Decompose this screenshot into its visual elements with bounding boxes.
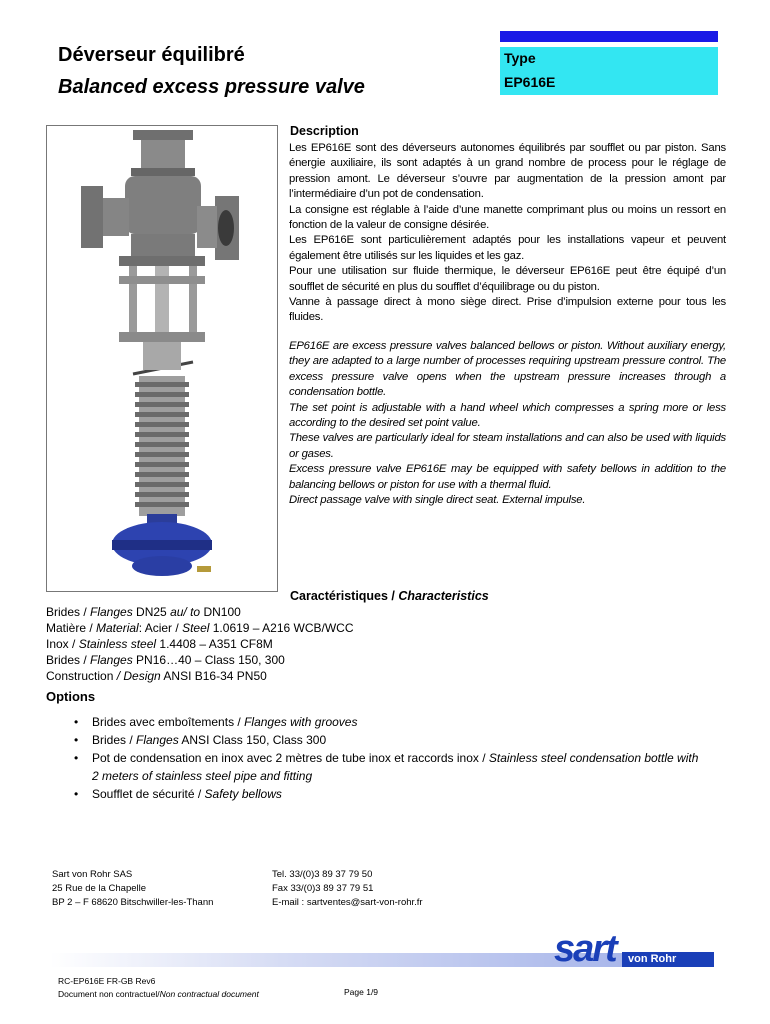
address-line: Sart von Rohr SAS [52,869,133,880]
option-item: • Soufflet de sécurité / Safety bellows [66,785,706,803]
company-logo: sart [554,928,616,970]
doc-disclaimer: Document non contractuel/Non contractual document [58,989,259,999]
type-accent-bar [500,31,718,42]
option-item: • Pot de condensation en inox avec 2 mètres de tube inox et raccords inox / Stainless steel condensation bottle with 2 meters of stainless steel pipe and fitting [66,749,706,785]
doc-ref-code: RC-EP616E FR-GB Rev6 [58,976,156,986]
characteristic-row: Matière / Material: Acier / Steel 1.0619 – A216 WCB/WCC [46,621,354,635]
phone: Tel. 33/(0)3 89 37 79 50 [272,869,373,880]
options-list [66,713,706,803]
characteristics-heading-en: Characteristics [398,589,489,603]
address-line: 25 Rue de la Chapelle [52,883,147,894]
description-en-paragraph: Direct passage valve with single direct seat. External impulse. [289,494,586,507]
characteristics-heading [290,589,489,603]
description-fr-paragraph: Les EP616E sont des déverseurs autonomes équilibrés par soufflet ou par piston. Sans énergie auxiliaire, ils sont adaptés à un grand nombre de process pour le réglage de pression amont. Le déverseur s’ouvre par augmentation de la pression amont par l’intermédiaire d’un pot de condensation. [289,142,726,201]
type-label: Type [504,50,536,66]
description-fr-paragraph: La consigne est réglable à l’aide d’une manette comprimant plus ou moins un ressort en fonction de la valeur de consigne désirée. [289,203,726,232]
document-reference [58,975,259,1001]
email[interactable]: E-mail : sartventes@sart-von-rohr.fr [272,897,423,908]
characteristic-row: Inox / Stainless steel 1.4408 – A351 CF8M [46,637,273,651]
spring-bellows [135,376,189,516]
description-en-paragraph: Excess pressure valve EP616E may be equipped with safety bellows in addition to the balancing bellows or piston for use with a thermal fluid. [289,463,726,491]
footer-gradient-bar [50,953,630,967]
company-logo-subtitle: von Rohr [628,953,677,965]
top-flange [133,130,193,140]
characteristic-row: Construction / Design ANSI B16-34 PN50 [46,669,267,683]
description-en-paragraph: The set point is adjustable with a hand wheel which compresses a spring more or less according to the desired set point value. [289,401,726,430]
characteristic-row: Brides / Flanges PN16…40 – Class 150, 300 [46,653,285,667]
description-heading: Description [290,124,359,138]
left-flange [81,186,103,248]
description-fr-paragraph: Les EP616E sont particulièrement adaptés pour les installations vapeur et peuvent également être utilisés sur les liquides et les gaz. [289,234,726,262]
option-item: • Brides / Flanges ANSI Class 150, Class 300 [66,731,706,749]
description-en-paragraph: These valves are particularly ideal for steam installations and can also be used with liquids or gases. [289,432,726,460]
title-english: Balanced excess pressure valve [58,76,365,98]
description-fr-paragraph: Pour une utilisation sur fluide thermique, le déverseur EP616E peut être équipé d’un soufflet de sécurité en plus du soufflet d’équilibrage ou du piston. [289,265,726,293]
options-heading: Options [46,689,96,704]
characteristics-list [46,604,354,684]
option-item: • Brides avec emboîtements / Flanges with grooves [66,713,706,731]
description-english [289,339,726,508]
characteristic-row: Brides / Flanges DN25 au/ to DN100 [46,605,241,619]
page-number: Page 1/9 [344,987,379,997]
address-line: BP 2 – F 68620 Bitschwiller-les-Thann [52,897,214,908]
description-fr-paragraph: Vanne à passage direct à mono siège direct. Prise d’impulsion externe pour tous les fluides. [289,296,726,324]
company-contact [272,868,423,910]
fax: Fax 33/(0)3 89 37 79 51 [272,883,374,894]
characteristics-heading-fr: Caractéristiques / [290,589,399,603]
product-photo [46,125,278,592]
description-en-paragraph: EP616E are excess pressure valves balanced bellows or piston. Without auxiliary energy, they are adapted to a large number of processes requiring upstream pressure control. The excess pressure valve opens when the upstream pressure increases through a condensation bottle. [289,340,726,399]
type-value: EP616E [504,74,556,90]
valve-body [125,176,201,234]
company-address [52,868,213,910]
title-french: Déverseur équilibré [58,44,245,66]
valve-illustration [47,126,277,591]
description-french [289,141,726,326]
